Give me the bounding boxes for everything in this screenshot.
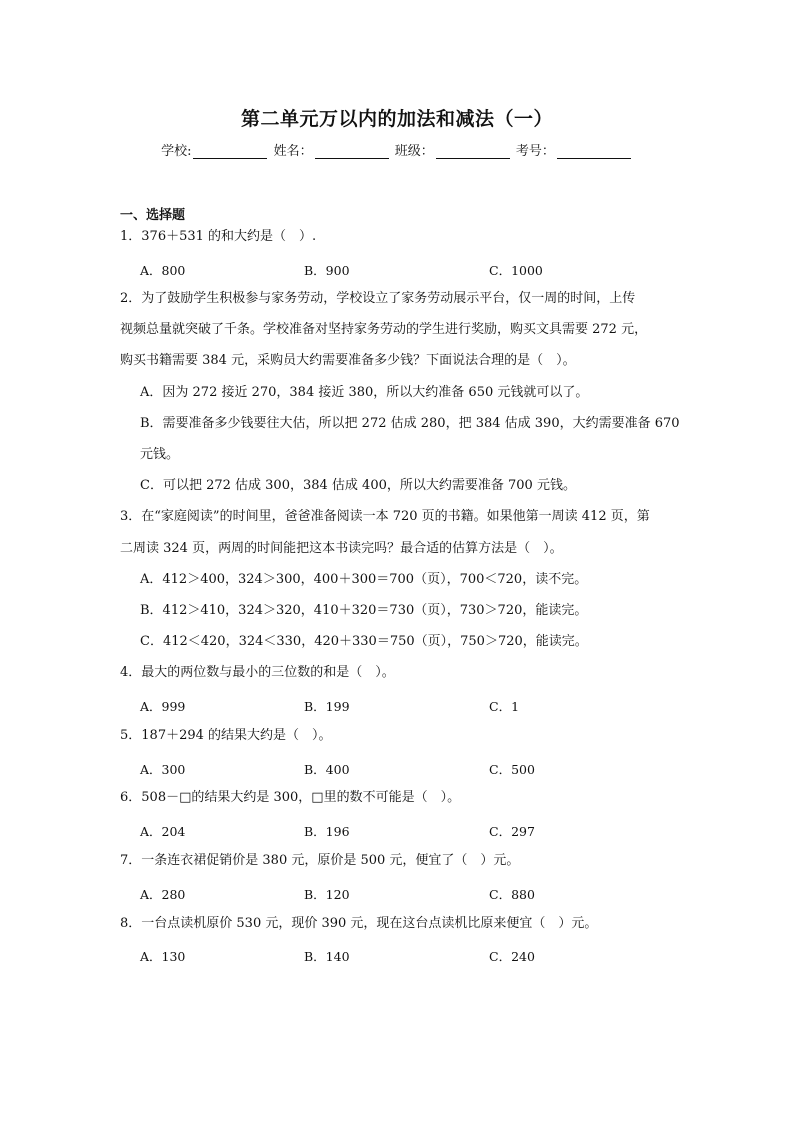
question-6-option-c[interactable]: C．297: [489, 824, 535, 839]
question-1-option-c[interactable]: C．1000: [489, 263, 543, 278]
school-blank[interactable]: [193, 144, 267, 159]
question-7-text: 7．一条连衣裙促销价是 380 元，原价是 500 元，便宜了（ ）元。: [120, 853, 520, 868]
question-3-option-a[interactable]: A．412＞400，324＞300，400＋300＝700（页），700＜720，读不完。: [140, 572, 588, 587]
question-3-text-line-1: 3．在“家庭阅读”的时间里，爸爸准备阅读一本 720 页的书籍。如果他第一周读 412 页，第: [120, 509, 650, 524]
name-blank[interactable]: [315, 144, 389, 159]
question-5-option-c[interactable]: C．500: [489, 762, 535, 777]
question-2-option-b[interactable]: B．需要准备多少钱要往大估，所以把 272 估成 280，把 384 估成 390，大约需要准备 670: [140, 416, 680, 431]
question-7-option-a[interactable]: A．280: [140, 887, 186, 902]
question-3-text-line-2: 二周读 324 页，两周的时间能把这本书读完吗？最合适的估算方法是（ ）。: [120, 541, 563, 556]
question-2-option-a[interactable]: A．因为 272 接近 270，384 接近 380，所以大约准备 650 元钱就可以了。: [140, 385, 589, 400]
question-3-option-b[interactable]: B．412＞410，324＞320，410＋320＝730（页），730＞720，能读完。: [140, 603, 588, 618]
question-1-option-b[interactable]: B．900: [304, 263, 350, 278]
question-2-text-line-1: 2．为了鼓励学生积极参与家务劳动，学校设立了家务劳动展示平台，仅一周的时间，上传: [120, 291, 636, 306]
question-8-option-b[interactable]: B．140: [304, 949, 350, 964]
page-title: 第二单元万以内的加法和减法（一）: [240, 108, 553, 130]
question-2-text-line-2: 视频总量就突破了千条。学校准备对坚持家务劳动的学生进行奖励，购买文具需要 272 元，: [120, 322, 648, 337]
question-8-text: 8．一台点读机原价 530 元，现价 390 元，现在这台点读机比原来便宜（ ）元。: [120, 916, 598, 931]
question-2-option-c[interactable]: C．可以把 272 估成 300，384 估成 400，所以大约需要准备 700 元钱。: [140, 478, 576, 493]
question-8-option-a[interactable]: A．130: [140, 949, 186, 964]
section-heading: 一、选择题: [120, 208, 186, 223]
exam-number-label: 考号：: [515, 144, 555, 159]
question-1-text: 1．376＋531 的和大约是（ ）.: [120, 229, 317, 244]
question-2-option-b-continued: 元钱。: [140, 447, 180, 462]
question-4-text: 4．最大的两位数与最小的三位数的和是（ ）。: [120, 665, 395, 680]
question-7-option-b[interactable]: B．120: [304, 887, 350, 902]
question-4-option-c[interactable]: C．1: [489, 699, 520, 714]
exam-number-blank[interactable]: [557, 144, 631, 159]
question-3-option-c[interactable]: C．412＜420，324＜330，420＋330＝750（页），750＞720，能读完。: [140, 634, 588, 649]
class-label: 班级：: [394, 144, 434, 159]
question-4-option-a[interactable]: A．999: [140, 699, 186, 714]
question-5-option-a[interactable]: A．300: [140, 762, 186, 777]
question-2-text-line-3: 购买书籍需要 384 元，采购员大约需要准备多少钱？下面说法合理的是（ ）。: [120, 353, 576, 368]
school-label: 学校:: [161, 144, 192, 159]
student-info-line: [0, 140, 794, 159]
question-6-text: 6．508－□的结果大约是 300，□里的数不可能是（ ）。: [120, 790, 461, 805]
question-8-option-c[interactable]: C．240: [489, 949, 535, 964]
class-blank[interactable]: [436, 144, 510, 159]
question-5-text: 5．187＋294 的结果大约是（ ）。: [120, 728, 332, 743]
question-7-option-c[interactable]: C．880: [489, 887, 535, 902]
question-6-option-b[interactable]: B．196: [304, 824, 350, 839]
question-4-option-b[interactable]: B．199: [304, 699, 350, 714]
question-6-option-a[interactable]: A．204: [140, 824, 186, 839]
question-1-option-a[interactable]: A．800: [140, 263, 186, 278]
name-label: 姓名：: [273, 144, 313, 159]
question-5-option-b[interactable]: B．400: [304, 762, 350, 777]
